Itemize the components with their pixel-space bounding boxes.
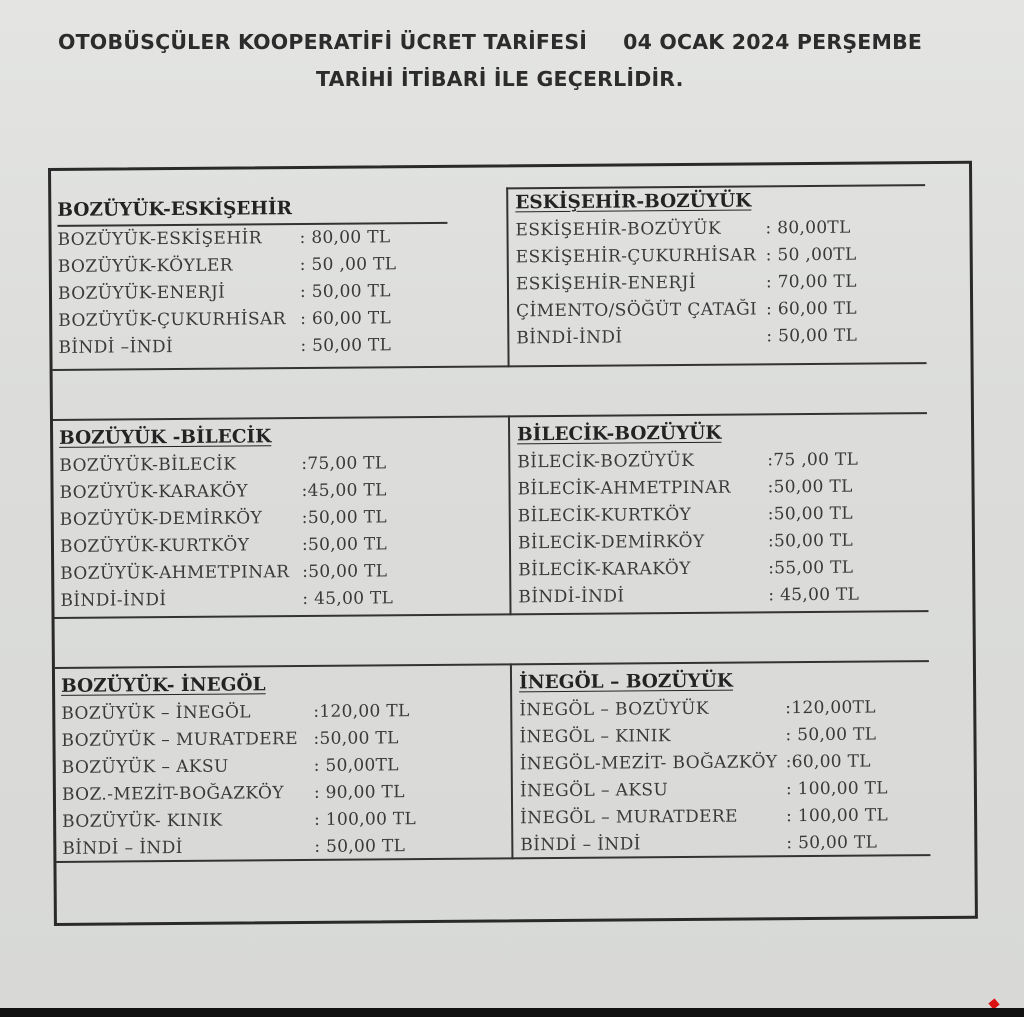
route-name: BİNDİ-İNDİ [516,327,623,349]
fare-price: : 70,00 TL [765,271,857,293]
fare-row [57,223,497,253]
route-name: BOZÜYÜK-DEMİRKÖY [59,508,263,530]
fare-price: :50,00 TL [302,561,388,583]
fare-row [520,748,920,778]
fare-row [516,322,916,352]
fare-row [520,802,920,832]
header-title: OTOBÜSÇÜLER KOOPERATİFİ ÜCRET TARİFESİ [58,30,588,54]
fare-price: : 50,00 TL [299,281,391,303]
section-inegol [55,660,929,863]
route-name: BOZÜYÜK-ESKİŞEHİR [57,228,262,250]
fare-price: : 50,00 TL [766,325,858,347]
fare-row [58,331,498,361]
bottom-edge [0,1008,1024,1017]
fare-row [58,304,498,334]
route-name: ÇİMENTO/SÖĞÜT ÇATAĞI [516,299,758,322]
route-name: İNEGÖL-MEZİT- BOĞAZKÖY [519,752,778,775]
route-group-bozuyuk-eskisehir [57,193,498,361]
route-group-title: BİLECİK-BOZÜYÜK [517,422,722,446]
fare-row [515,214,915,244]
fare-price: :55,00 TL [768,557,854,579]
header-line-1 [58,30,922,54]
section-bilecik [53,412,927,619]
route-name: İNEGÖL – BOZÜYÜK [519,698,710,721]
route-name: ESKİŞEHİR-ENERJİ [515,272,697,295]
fare-row [519,721,919,751]
fare-price: : 60,00 TL [300,308,392,330]
fare-row [61,697,501,727]
fare-row [517,473,917,503]
fare-price: : 50,00 TL [314,836,406,857]
fare-row [58,250,498,280]
header-subtitle: TARİHİ İTİBARİ İLE GEÇERLİDİR. [316,67,684,91]
route-name: BOZÜYÜK- KINIK [62,810,223,832]
fare-row [517,446,917,476]
section-eskisehir [51,184,924,371]
fare-price: :75 ,00 TL [767,449,859,471]
fare-price: : 80,00TL [765,217,851,239]
fare-row [62,751,502,781]
route-name: BOZÜYÜK-BİLECİK [59,454,237,476]
fare-row [518,581,918,611]
fare-price: : 50,00 TL [786,832,878,854]
route-name: BİNDİ – İNDİ [62,837,183,859]
route-group-bozuyuk-inegol [61,669,502,862]
route-name: BİNDİ-İNDİ [60,590,167,611]
fare-price: : 50 ,00 TL [299,254,397,276]
route-name: BOZÜYÜK-ENERJİ [57,282,226,304]
fare-row [60,557,500,587]
fare-price: : 50,00TL [313,755,399,776]
tariff-table-frame [48,161,978,926]
fare-price: : 90,00 TL [313,782,405,803]
fare-price: : 100,00 TL [786,805,889,827]
route-name: BOZÜYÜK-ÇUKURHİSAR [58,309,286,331]
fare-price: : 80,00 TL [299,227,391,249]
route-name: BOZÜYÜK – AKSU [61,756,229,778]
route-name: BOZ.-MEZİT-BOĞAZKÖY [61,783,285,805]
fare-row [60,584,500,614]
fare-row [60,503,500,533]
route-name: İNEGÖL – AKSU [519,780,669,802]
fare-price: :50,00 TL [301,534,388,556]
route-name: ESKİŞEHİR-BOZÜYÜK [515,218,722,241]
route-name: İNEGÖL – KINIK [519,726,671,748]
fare-price: :75,00 TL [301,453,387,475]
route-name: BİNDİ-İNDİ [518,586,625,608]
fare-price: :60,00 TL [785,751,871,773]
route-name: BİLECİK-KARAKÖY [518,558,691,581]
fare-price: :50,00 TL [301,507,387,529]
fare-row [519,694,919,724]
fare-row [58,277,498,307]
route-name: BOZÜYÜK – MURATDERE [61,729,299,751]
route-name: BİLECİK-AHMETPINAR [517,477,732,500]
fare-row [59,449,499,479]
fare-price: : 50,00 TL [300,335,392,357]
fare-row [62,778,502,808]
fare-row [516,241,916,271]
fare-row [61,724,501,754]
fare-row [60,530,500,560]
route-group-title: İNEGÖL – BOZÜYÜK [518,670,734,694]
fare-price: : 100,00 TL [314,809,417,830]
fare-row [516,295,916,325]
route-name: BİNDİ –İNDİ [58,337,174,358]
route-name: ESKİŞEHİR-ÇUKURHİSAR [515,245,757,268]
route-name: BİLECİK-KURTKÖY [517,504,692,527]
route-group-eskisehir-bozuyuk [515,186,916,352]
fare-price: :50,00 TL [767,476,853,498]
fare-row [518,554,918,584]
route-name: BOZÜYÜK-KARAKÖY [59,481,249,503]
fare-price: :50,00 TL [767,530,854,552]
route-name: BOZÜYÜK-AHMETPINAR [60,562,290,584]
route-name: BOZÜYÜK-KURTKÖY [59,535,250,557]
route-name: BİLECİK-BOZÜYÜK [517,450,695,473]
route-name: İNEGÖL – MURATDERE [520,806,738,829]
fare-row [62,805,502,835]
route-group-title: BOZÜYÜK -BİLECİK [59,426,272,449]
fare-row [518,500,918,530]
route-group-inegol-bozuyuk [519,666,920,859]
route-name: BOZÜYÜK – İNEGÖL [61,702,252,724]
fare-row [520,775,920,805]
fare-row [62,832,502,862]
route-group-title: ESKİŞEHİR-BOZÜYÜK [515,190,752,214]
route-group-bilecik-bozuyuk [517,418,918,611]
fare-price: : 100,00 TL [785,778,888,800]
route-group-bozuyuk-bilecik [59,421,500,614]
fare-price: :45,00 TL [301,480,387,502]
route-group-title: BOZÜYÜK-ESKİŞEHİR [57,194,447,227]
route-name: BİNDİ – İNDİ [520,834,641,856]
fare-price: :120,00 TL [313,701,410,722]
fare-row [59,476,499,506]
route-name: BİLECİK-DEMİRKÖY [517,531,705,554]
fare-price: :120,00TL [785,697,876,719]
fare-price: : 50 ,00TL [765,244,857,266]
header-date: 04 OCAK 2024 PERŞEMBE [623,30,923,54]
route-group-title: BOZÜYÜK- İNEGÖL [60,674,266,697]
fare-price: : 45,00 TL [768,584,860,606]
fare-price: :50,00 TL [313,728,399,749]
fare-row [516,268,916,298]
fare-price: : 45,00 TL [302,588,394,610]
fare-price: :50,00 TL [767,503,853,525]
fare-row [518,527,918,557]
red-pen-mark [988,998,999,1008]
fare-price: : 60,00 TL [766,298,858,320]
fare-row [520,829,920,859]
route-name: BOZÜYÜK-KÖYLER [57,255,234,277]
fare-price: : 50,00 TL [785,724,877,746]
